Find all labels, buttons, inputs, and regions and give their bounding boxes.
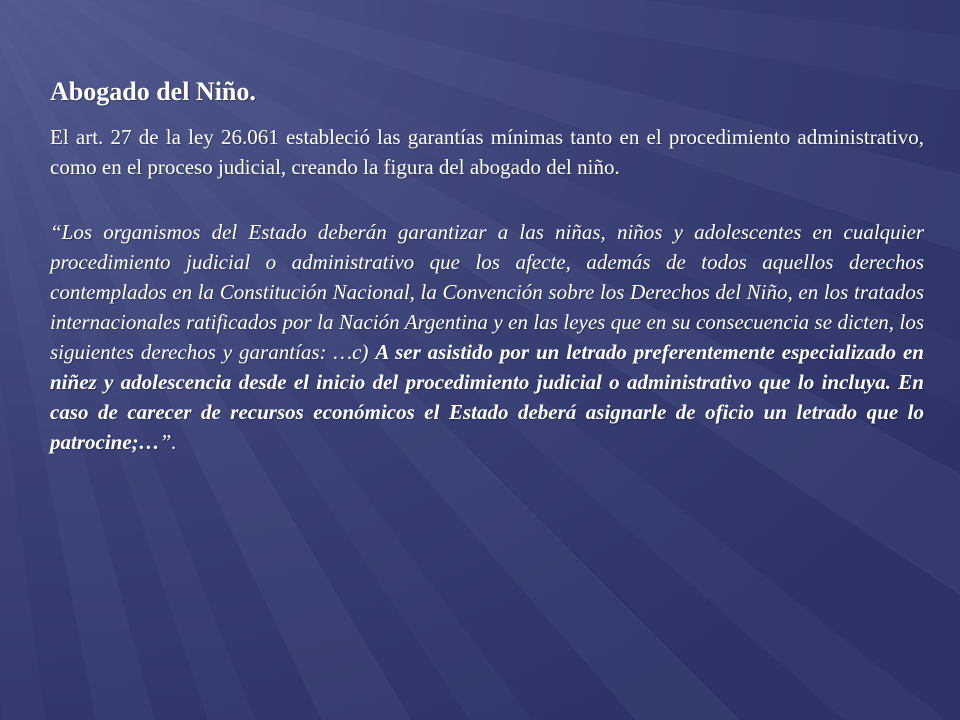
law-quote: [50, 217, 924, 457]
quote-bold-text: A ser asistido por un letrado preferentemente especializado en niñez y adolescencia desde el inicio del procedimiento judicial o administrativo que lo incluya. En caso de carecer de recursos económicos el Estado deberá asignarle de oficio un letrado que lo patrocine;…: [50, 340, 924, 454]
slide-content: [50, 72, 924, 457]
intro-paragraph: El art. 27 de la ley 26.061 estableció las garantías mínimas tanto en el procedimiento administrativo, como en el proceso judicial, creando la figura del abogado del niño.: [50, 125, 924, 179]
slide-title: Abogado del Niño.: [50, 77, 256, 106]
quote-plain-text: “Los organismos del Estado deberán garantizar a las niñas, niños y adolescentes en cualquier procedimiento judicial o administrativo que los afecte, además de todos aquellos derechos contemplados en la Constitución Nacional, la Convención sobre los Derechos del Niño, en los tratados internacionales ratificados por la Nación Argentina y en las leyes que en su consecuencia se dicten, los siguientes derechos y garantías: …c): [50, 220, 924, 364]
quote-closing: ”.: [159, 430, 177, 454]
